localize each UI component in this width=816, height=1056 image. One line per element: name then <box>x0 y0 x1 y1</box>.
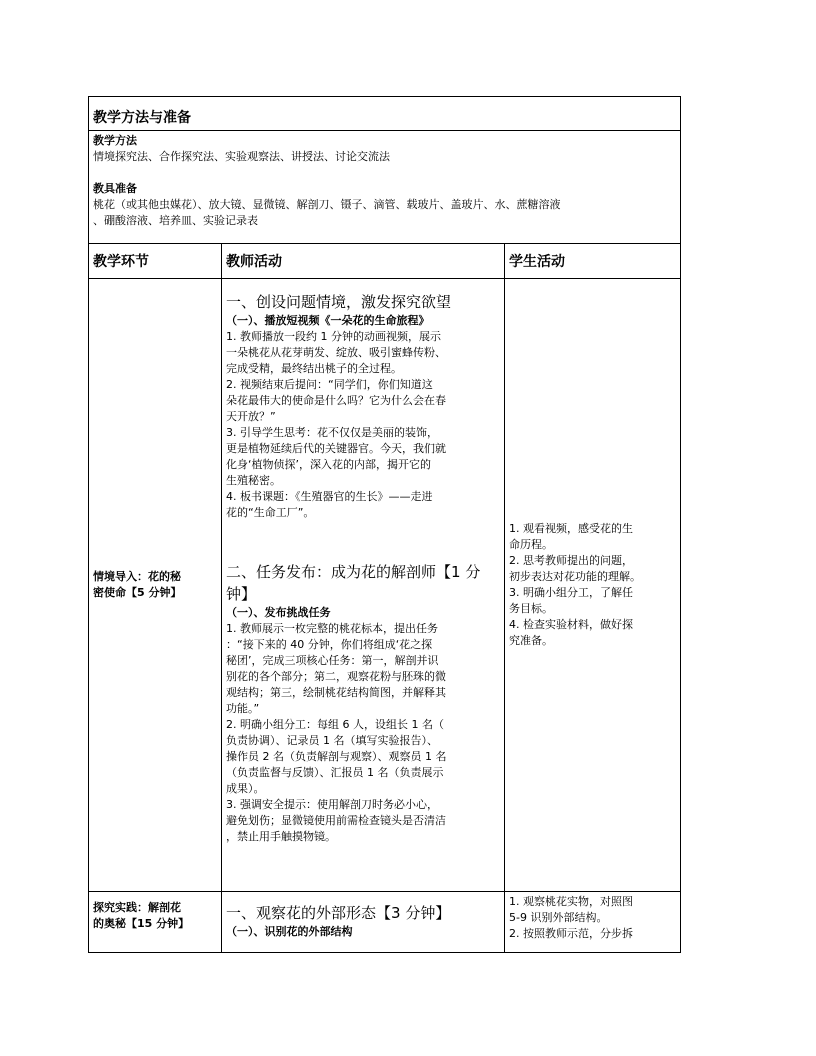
teacher-q2-l2: 负责协调）、记录员 1 名（填写实验报告）、 <box>226 734 438 747</box>
table-row-practice <box>89 892 681 953</box>
student-s4-l1: 4. 检查实验材料，做好探 <box>509 618 633 631</box>
teacher-p2-l1: 2. 视频结束后提问：“同学们，你们知道这 <box>226 378 433 391</box>
teacher-p2-l3: 天开放？” <box>226 410 276 423</box>
teacher-q1-l3: 秘团’，完成三项核心任务：第一，解剖并识 <box>226 654 439 667</box>
lesson-plan-table <box>88 96 681 953</box>
step-name-line1: 情境导入：花的秘 <box>93 570 181 583</box>
step-name-line2: 的奥秘【15 分钟】 <box>93 917 190 930</box>
header-teacher: 教师活动 <box>226 254 282 270</box>
teacher-p4-l1: 4. 板书课题：《生殖器官的生长》——走进 <box>226 490 433 503</box>
student-s2-l2: 初步表达对花功能的理解。 <box>509 570 641 583</box>
section-title-row <box>89 97 681 131</box>
header-student: 学生活动 <box>509 254 565 270</box>
student-s2-l1: 2. 思考教师提出的问题， <box>509 554 633 567</box>
teacher-part2-title: 二、任务发布：成为花的解剖师【1 分 <box>226 563 481 581</box>
step-name-line1: 探究实践：解剖花 <box>93 901 181 914</box>
methods-row <box>89 131 681 244</box>
teacher-part-title: 一、观察花的外部形态【3 分钟】 <box>226 904 451 922</box>
student-s3-l1: 3. 明确小组分工，了解任 <box>509 586 633 599</box>
teacher-q3-l2: 避免划伤；显微镜使用前需检查镜头是否清洁 <box>226 814 446 827</box>
materials-line1: 桃花（或其他虫媒花）、放大镜、显微镜、解剖刀、镊子、滴管、载玻片、盖玻片、水、蔗糖溶液 <box>93 198 561 211</box>
teacher-part2-subtitle: （一）、发布挑战任务 <box>226 606 331 619</box>
teacher-q2-l3: 操作员 2 名（负责解剖与观察）、观察员 1 名 <box>226 750 447 763</box>
teacher-q1-l4: 别花的各个部分；第二，观察花粉与胚珠的微 <box>226 670 446 683</box>
methods-text: 情境探究法、合作探究法、实验观察法、讲授法、讨论交流法 <box>93 150 390 163</box>
teacher-q2-l1: 2. 明确小组分工：每组 6 人，设组长 1 名（ <box>226 718 444 731</box>
teacher-part2-title-cont: 钟】 <box>226 585 257 603</box>
section-title: 教学方法与准备 <box>93 110 191 126</box>
student-s1-l1: 1. 观察桃花实物，对照图 <box>509 895 633 908</box>
teacher-q3-l3: ，禁止用手触摸物镜。 <box>226 830 336 843</box>
methods-label: 教学方法 <box>93 134 137 147</box>
header-row <box>89 244 681 279</box>
teacher-part1-title: 一、创设问题情境，激发探究欲望 <box>226 293 452 311</box>
teacher-p1-l1: 1. 教师播放一段约 1 分钟的动画视频，展示 <box>226 330 441 343</box>
teacher-p3-l1: 3. 引导学生思考：花不仅仅是美丽的装饰， <box>226 426 438 439</box>
student-s2-l1: 2. 按照教师示范，分步拆 <box>509 927 633 940</box>
student-s1-l1: 1. 观看视频，感受花的生 <box>509 522 633 535</box>
teacher-q1-l5: 观结构；第三，绘制桃花结构简图，并解释其 <box>226 686 446 699</box>
teacher-q3-l1: 3. 强调安全提示：使用解剖刀时务必小心， <box>226 798 438 811</box>
teacher-part-subtitle: （一）、识别花的外部结构 <box>226 925 353 938</box>
teacher-q2-l5: 成果）。 <box>226 782 265 795</box>
teacher-q1-l1: 1. 教师展示一枚完整的桃花标本，提出任务 <box>226 622 438 635</box>
student-s3-l2: 务目标。 <box>509 602 553 615</box>
step-name-line2: 密使命【5 分钟】 <box>93 586 182 599</box>
teacher-p3-l2: 更是植物延续后代的关键器官。今天，我们就 <box>226 442 446 455</box>
teacher-p4-l2: 花的“生命工厂”。 <box>226 506 315 519</box>
teacher-p1-l3: 完成受精，最终结出桃子的全过程。 <box>226 362 402 375</box>
teacher-p2-l2: 朵花最伟大的使命是什么吗？它为什么会在春 <box>226 394 446 407</box>
teacher-p3-l4: 生殖秘密。 <box>226 474 281 487</box>
table-row-situation <box>89 279 681 892</box>
teacher-part1-subtitle: （一）、播放短视频《一朵花的生命旅程》 <box>226 314 430 327</box>
teacher-q1-l6: 功能。” <box>226 702 260 715</box>
teacher-p3-l3: 化身‘植物侦探’，深入花的内部，揭开它的 <box>226 458 431 471</box>
teacher-p1-l2: 一朵桃花从花芽萌发、绽放、吸引蜜蜂传粉、 <box>226 346 446 359</box>
student-s4-l2: 究准备。 <box>509 634 553 647</box>
student-s1-l2: 命历程。 <box>509 538 553 551</box>
teacher-q2-l4: （负责监督与反馈）、汇报员 1 名（负责展示 <box>226 766 444 779</box>
header-step: 教学环节 <box>93 254 149 270</box>
materials-line2: 、硼酸溶液、培养皿、实验记录表 <box>93 214 258 227</box>
student-s1-l2: 5-9 识别外部结构。 <box>509 911 608 924</box>
materials-label: 教具准备 <box>93 182 137 195</box>
teacher-q1-l2: ：“接下来的 40 分钟，你们将组成‘花之探 <box>226 638 433 651</box>
